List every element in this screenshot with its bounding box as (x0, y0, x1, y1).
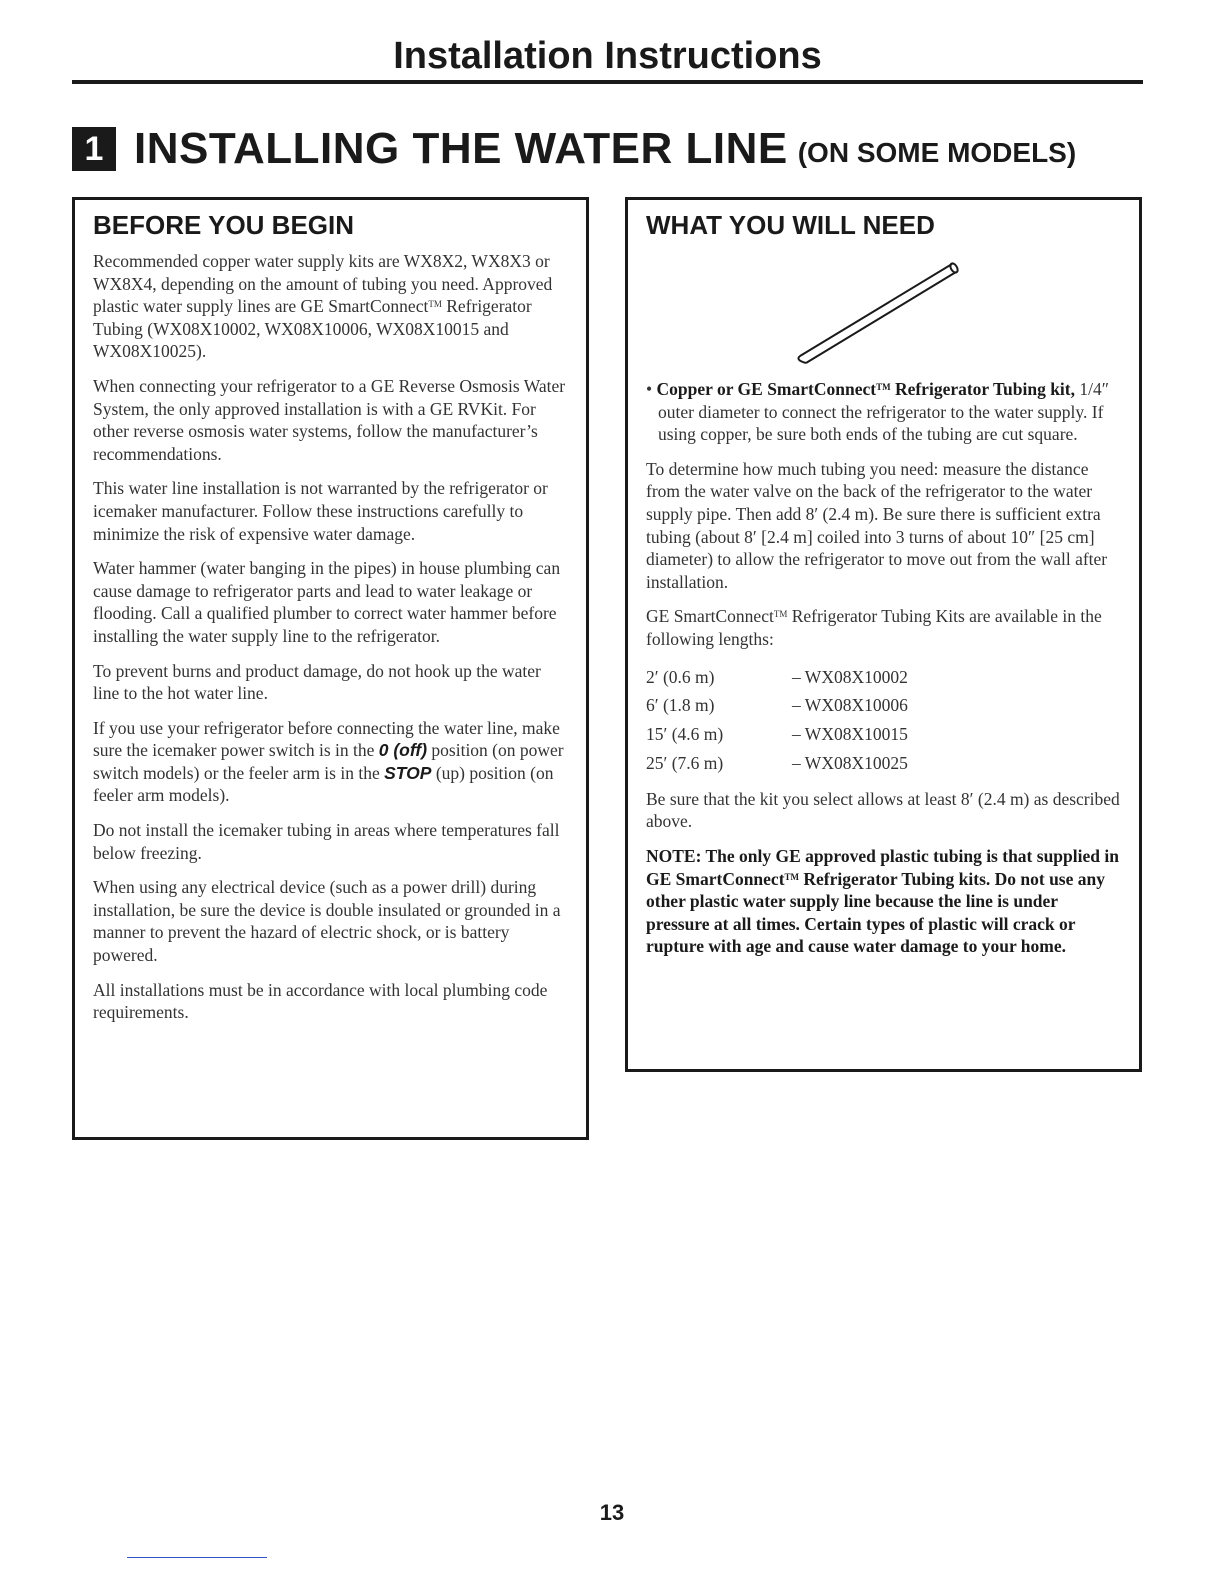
length-size: 6′ (1.8 m) (646, 695, 715, 716)
list-item (646, 749, 1121, 778)
off-position-label: 0 (off) (378, 740, 428, 761)
length-part-number: – WX08X10015 (792, 724, 908, 745)
water-hammer-paragraph: Water hammer (water banging in the pipes) in house plumbing can cause damage to refrigerator parts and lead to water leakage or flooding. Call a qualified plumber to correct water hammer before installing the water supply line to the refrigerator. (93, 558, 561, 646)
icemaker-text-b: position (on power switch models) or the feeler arm is in the (93, 740, 564, 783)
length-size: 25′ (7.6 m) (646, 752, 724, 773)
electrical-device-paragraph: When using any electrical device (such as a power drill) during installation, be sure the device is double insulated or grounded in a manner to prevent the hazard of electric shock, or is battery powered. (93, 877, 561, 966)
copper-kits-text-b: Refrigerator Tubing (WX08X10002, WX08X10006, WX08X10015 and WX08X10025). (93, 296, 532, 362)
page-header-title: Installation Instructions (393, 35, 822, 77)
list-item (646, 720, 1121, 749)
length-size: 15′ (4.6 m) (646, 724, 724, 745)
length-part-number: – WX08X10025 (792, 752, 908, 773)
hot-water-paragraph: To prevent burns and product damage, do not hook up the water line to the hot water line. (93, 660, 541, 704)
trademark-mark: TM (876, 382, 891, 392)
length-size: 2′ (0.6 m) (646, 666, 715, 687)
copper-kits-paragraph (93, 250, 568, 363)
length-part-number: – WX08X10002 (792, 666, 908, 687)
step-number-badge: 1 (72, 127, 116, 171)
kits-available-paragraph (646, 605, 1121, 650)
note-text-b: Refrigerator Tubing kits. Do not use any other plastic water supply line because the line is under pressure at all times. Certain types of plastic will crack or rupture with age and cause water damage to your home. (646, 868, 1105, 957)
footer-link-underline (127, 1557, 267, 1558)
length-part-number: – WX08X10006 (792, 695, 908, 716)
kit-length-paragraph: Be sure that the kit you select allows at least 8′ (2.4 m) as described above. (646, 788, 1120, 832)
before-you-begin-box (72, 197, 589, 1140)
stop-position-label: STOP (384, 762, 432, 783)
plumbing-code-paragraph: All installations must be in accordance with local plumbing code requirements. (93, 979, 548, 1023)
before-you-begin-heading: BEFORE YOU BEGIN (93, 210, 355, 240)
tubing-kit-bold-b: Refrigerator Tubing kit, (890, 379, 1075, 399)
page-number: 13 (599, 1500, 625, 1525)
icemaker-text-a: If you use your refrigerator before connecting the water line, make sure the icemaker power switch is in the (93, 717, 560, 761)
header-rule (72, 80, 1143, 84)
plastic-tubing-note (646, 845, 1121, 958)
what-you-will-need-heading: WHAT YOU WILL NEED (646, 210, 935, 240)
section-title (72, 122, 1076, 176)
kits-text-a: GE SmartConnect (646, 606, 774, 627)
tubing-kit-description: 1/4″ outer diameter to connect the refrigerator to the water supply. If using copper, be sure both ends of the tubing are cut square. (658, 379, 1110, 445)
freezing-paragraph: Do not install the icemaker tubing in areas where temperatures fall below freezing. (93, 820, 560, 863)
note-text-a: NOTE: The only GE approved plastic tubing is that supplied in GE SmartConnect (646, 845, 1119, 889)
measure-tubing-paragraph: To determine how much tubing you need: measure the distance from the water valve on the back of the refrigerator to the water supply pipe. Then add 8′ (2.4 m). Be sure there is sufficient extra tubing (about 8′ [2.4 m] coiled into 3 turns of about 10″ [25 cm] diameter) to allow the refrigerator to move out from the wall after installation. (646, 458, 1108, 592)
reverse-osmosis-paragraph: When connecting your refrigerator to a GE Reverse Osmosis Water System, the only approved installation is with a GE RVKit. For other reverse osmosis water systems, follow the manufacturer’s recommendations. (93, 375, 566, 464)
copper-tubing-illustration-icon (786, 250, 966, 370)
bullet-mark: • (646, 379, 653, 399)
what-you-will-need-box (625, 197, 1142, 1072)
icemaker-switch-paragraph (93, 717, 568, 807)
section-title-subtitle: (ON SOME MODELS) (797, 137, 1077, 168)
tubing-kit-bold-a: Copper or GE SmartConnect (656, 379, 877, 399)
list-item (646, 663, 1121, 692)
icemaker-text-c: (up) position (on feeler arm models). (93, 762, 554, 806)
warranty-paragraph: This water line installation is not warranted by the refrigerator or icemaker manufacturer. Follow these instructions carefully to minimize the risk of expensive water damage. (93, 478, 548, 544)
tubing-lengths-list (646, 663, 1121, 778)
trademark-mark: TM (773, 609, 788, 620)
section-title-main: INSTALLING THE WATER LINE (134, 124, 788, 173)
trademark-mark: TM (428, 299, 442, 310)
tubing-kit-bullet (646, 378, 1121, 446)
trademark-mark: TM (784, 871, 800, 882)
copper-kits-text-a: Recommended copper water supply kits are WX8X2, WX8X3 or WX8X4, depending on the amount of tubing you need. Approved plastic water supply lines are GE SmartConnect (93, 251, 553, 317)
list-item (646, 691, 1121, 720)
kits-text-b: Refrigerator Tubing Kits are available in the following lengths: (646, 606, 1102, 649)
